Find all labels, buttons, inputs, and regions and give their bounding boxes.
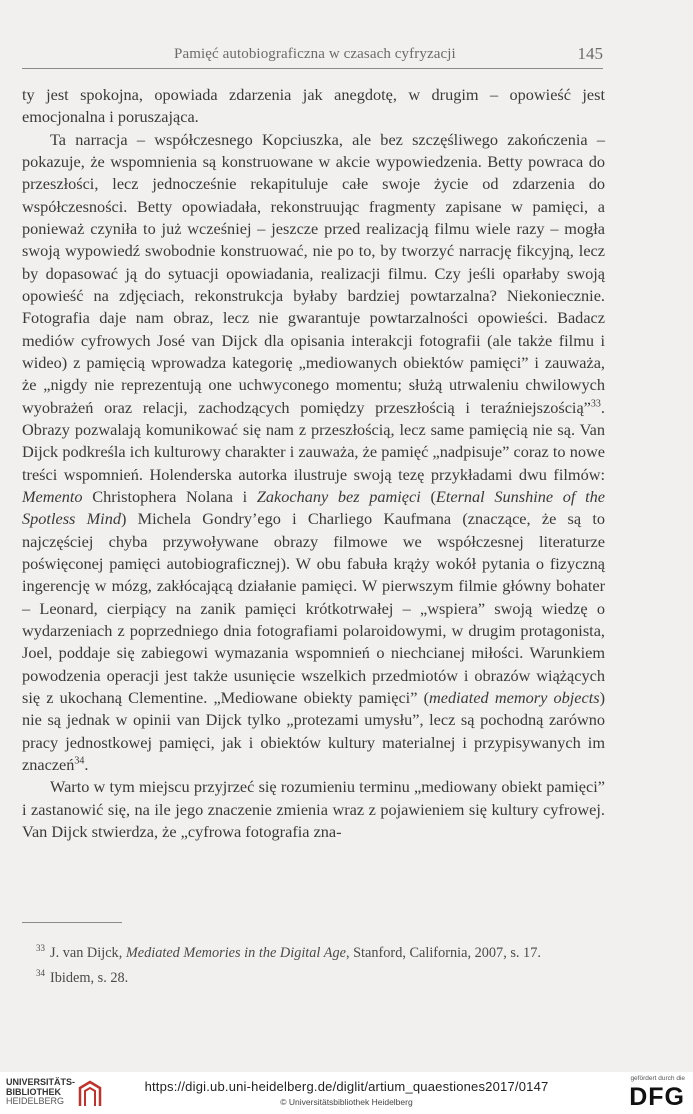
paragraph-3: Warto w tym miejscu przyjrzeć się rozumieniu terminu „mediowany obiekt pamięci” i zastanowić się, na ile jego znaczenie zmienia wraz z pojawieniem się kultury cyfrowej. Van Dijck stwierdza, że „cyfrowa fotografia zna- bbox=[22, 777, 605, 841]
footnote-text: J. van Dijck, bbox=[50, 944, 126, 961]
footnote-text: Ibidem, s. 28. bbox=[50, 970, 129, 987]
dfg-logo[interactable] bbox=[615, 1075, 685, 1111]
copyright-notice: © Universitätsbibliothek Heidelberg bbox=[280, 1097, 413, 1107]
running-header bbox=[22, 40, 603, 69]
library-name-line: BIBLIOTHEK bbox=[6, 1086, 61, 1097]
footnote-34 bbox=[36, 963, 605, 988]
main-text bbox=[22, 84, 605, 843]
text-run: Ta narracja – współczesnego Kopciuszka, ale bez szczęśliwego zakończenia – pokazuje, że wspomnienia są konstruowane w akcie wypowiedzenia. Betty powraca do przeszłości, lecz jednocześnie rekapituluje całe swoje życie od zdarzenia do współczesności. Betty opowiadała, rekonstruując fragmenty zapisane w pamięci, a ponieważ czyniła to już wcześniej – jeszcze przed realizacją filmu wiele razy – mogła swoją wypowiedź swobodnie konstruować, nie po to, by tworzyć narrację fikcyjną, lecz by dopasować ją do sytuacji opowiadania, realizacji filmu. Czy jeśli oparłaby swoją opowieść na zdjęciach, rekonstrukcja byłaby bardziej powtarzalna? Niekoniecznie. Fotografia daje nam obraz, lecz nie gwarantuje powtarzalności opowieści. Badacz mediów cyfrowych José van Dijck dla opisania interakcji fotografii (ale także filmu i wideo) z pamięcią wprowadza kategorię „mediowanych obiektów pamięci” i zauważa, że „nigdy nie reprezentują one uchwyconego momentu; służą utrwaleniu chwilowych wyobrażeń oraz relacji, zachodzących pomiędzy przeszłością i teraźniejszością” bbox=[22, 129, 605, 417]
footnote-ref-33: 33 bbox=[590, 398, 601, 410]
text-run: . bbox=[84, 754, 89, 774]
viewer-footer bbox=[0, 1072, 693, 1114]
paragraph-1: ty jest spokojna, opowiada zdarzenia jak anegdotę, w drugim – opowieść jest emocjonalna i poruszająca. bbox=[22, 85, 605, 127]
document-url[interactable]: https://digi.ub.uni-heidelberg.de/diglit/artium_quaestiones2017/0147 bbox=[144, 1079, 549, 1094]
footnote-text: , Stanford, California, 2007, s. 17. bbox=[345, 944, 541, 961]
footnote-33 bbox=[36, 938, 605, 963]
text-run: ) Michela Gondry’ego i Charliego Kaufmana (znaczące, że są to najczęściej chyba przywoływane obrazy filmowe we współczesnej literaturze poświęconej pamięci autobiograficznej). W obu fabuła krąży wokół pytania o fizyczną ingerencję w mózg, zakłócającą działanie pamięci. W pierwszym filmie główny bohater – Leonard, cierpiący na zanik pamięci krótkotrwałej – „wspiera” swoją wiedzę o wydarzeniach z poprzedniego dnia fotografiami polaroidowymi, w drugim protagonista, Joel, poddaje się zabiegowi wymazania wspomnień o niechcianej miłości. Warunkiem powodzenia operacji jest także usunięcie wszelkich przedmiotów i obrazów wiążących się z ukochaną Clementine. „Mediowane obiekty pamięci” ( bbox=[22, 509, 605, 707]
text-run: Christophera Nolana i bbox=[82, 486, 257, 506]
text-run: . Obrazy pozwalają komunikować się nam z przeszłością, lecz same pamięcią nie są. Van Dijck podkreśla ich kulturowy charakter i zauważa, że pamięć „nadpisuje” coraz to nowe treści wspomnień. Holenderska autorka ilustruje swoją tezę przykładami dwu filmów: bbox=[22, 397, 605, 484]
footnotes bbox=[36, 938, 605, 989]
film-title-memento: Memento bbox=[22, 486, 83, 506]
film-title-zakochany: Zakochany bez pamięci bbox=[256, 486, 421, 506]
film-title-eternal-sunshine: Eternal Sunshine of the Spotless Mind bbox=[22, 486, 605, 529]
library-name-line: HEIDELBERG bbox=[6, 1096, 65, 1106]
text-run: ) nie są jednak w opinii van Dijck tylko „protezami umysłu”, lecz są pochodną zarówno pracy jednostkowej pamięci, jak i obiektów kultury materialnej i przypisywanych im znaczeń bbox=[22, 687, 605, 774]
term-english: mediated memory objects bbox=[429, 687, 600, 707]
dfg-logo-text: DFG bbox=[629, 1083, 685, 1111]
footnote-book-title: Mediated Memories in the Digital Age bbox=[125, 944, 346, 961]
footnote-number: 34 bbox=[36, 968, 45, 979]
footnote-ref-34: 34 bbox=[74, 755, 85, 767]
library-name-line: UNIVERSITÄTS- bbox=[6, 1077, 76, 1087]
paragraph-2 bbox=[22, 129, 605, 777]
footnote-separator bbox=[22, 922, 122, 923]
page-number: 145 bbox=[577, 44, 603, 63]
funder-caption: gefördert durch die bbox=[630, 1075, 685, 1082]
running-title: Pamięć autobiograficzna w czasach cyfryzacji bbox=[174, 46, 456, 62]
footnote-number: 33 bbox=[36, 943, 45, 953]
text-run: ( bbox=[420, 486, 436, 506]
